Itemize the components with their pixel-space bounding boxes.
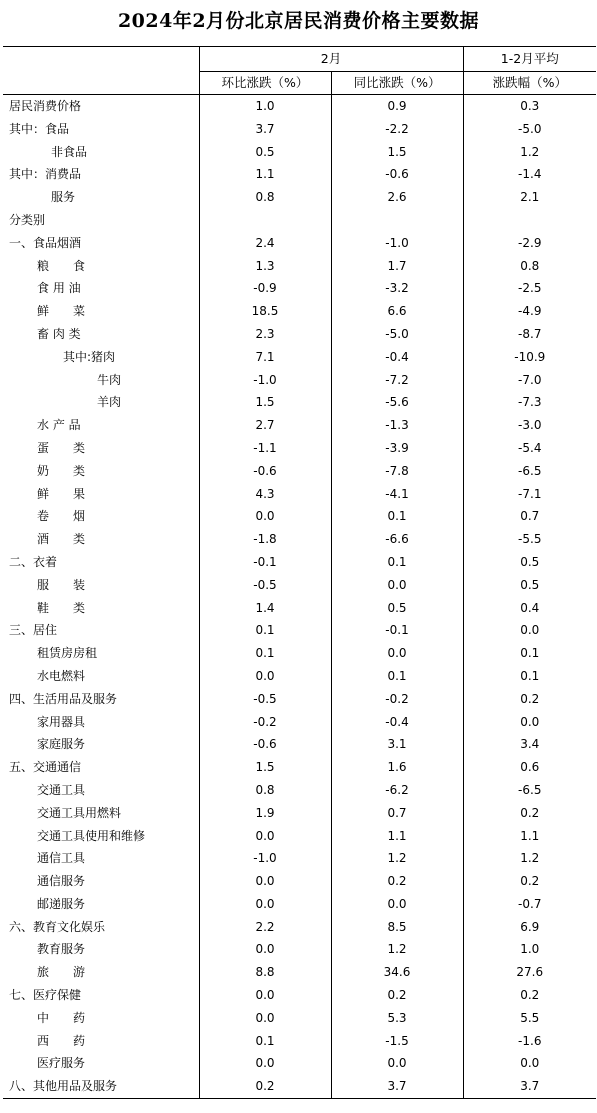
row-label: 四、生活用品及服务 (9, 691, 118, 706)
cell-avg: 0.2 (463, 984, 596, 1007)
cell-yoy: -1.0 (331, 232, 463, 255)
cell-yoy: -0.2 (331, 688, 463, 711)
row-label: 家庭服务 (37, 737, 86, 752)
table-row (3, 437, 596, 460)
row-label: 粮 食 (37, 258, 86, 273)
cell-yoy: -7.8 (331, 460, 463, 483)
cell-yoy: 1.1 (331, 825, 463, 848)
cell-avg: -0.7 (463, 893, 596, 916)
table-row (3, 1075, 596, 1098)
row-label: 鲜 果 (37, 486, 86, 501)
table-row (3, 574, 596, 597)
cell-yoy: 0.9 (331, 95, 463, 118)
cell-avg: -5.4 (463, 437, 596, 460)
cell-avg: -5.0 (463, 118, 596, 141)
cell-avg: -6.5 (463, 460, 596, 483)
cell-mom: -0.1 (199, 551, 331, 574)
cell-mom: 0.0 (199, 665, 331, 688)
cell-yoy: -0.1 (331, 619, 463, 642)
row-label: 中 药 (37, 1010, 86, 1025)
cell-mom: 0.0 (199, 938, 331, 961)
table-row (3, 688, 596, 711)
cell-yoy: -2.2 (331, 118, 463, 141)
cell-mom: -0.2 (199, 711, 331, 734)
row-label: 租赁房房租 (37, 646, 98, 661)
cell-mom (199, 209, 331, 232)
row-label: 服 装 (37, 577, 86, 592)
cell-avg: 0.7 (463, 505, 596, 528)
cell-yoy: 0.0 (331, 642, 463, 665)
cell-yoy: 3.1 (331, 733, 463, 756)
row-label: 六、教育文化娱乐 (9, 919, 106, 934)
table-row (3, 597, 596, 620)
cell-yoy: 8.5 (331, 916, 463, 939)
cell-avg: 0.4 (463, 597, 596, 620)
cell-mom: 1.4 (199, 597, 331, 620)
cell-avg: 1.2 (463, 141, 596, 164)
cell-avg: 3.4 (463, 733, 596, 756)
cell-mom: 0.0 (199, 505, 331, 528)
cell-yoy: 0.1 (331, 665, 463, 688)
cell-avg: -7.1 (463, 483, 596, 506)
cell-mom: -1.8 (199, 528, 331, 551)
cell-avg: 0.0 (463, 711, 596, 734)
cell-yoy: 0.2 (331, 984, 463, 1007)
row-label: 其中：食品 (9, 121, 70, 136)
cell-yoy: 3.7 (331, 1075, 463, 1098)
row-label: 一、食品烟酒 (9, 235, 82, 250)
cell-yoy (331, 209, 463, 232)
table-row (3, 1007, 596, 1030)
table-row (3, 232, 596, 255)
row-label: 交通工具 (37, 782, 86, 797)
table-row (3, 391, 596, 414)
cell-mom: 0.0 (199, 893, 331, 916)
cell-mom: 8.8 (199, 961, 331, 984)
cell-yoy: 0.2 (331, 870, 463, 893)
cell-avg: 0.6 (463, 756, 596, 779)
header-blank-2 (3, 72, 199, 95)
cell-yoy: 6.6 (331, 300, 463, 323)
row-label: 西 药 (37, 1033, 86, 1048)
cell-yoy: -0.6 (331, 163, 463, 186)
cell-mom: 1.5 (199, 756, 331, 779)
row-label: 五、交通通信 (9, 760, 82, 775)
header-avg: 涨跌幅（%） (463, 72, 596, 95)
table-row (3, 893, 596, 916)
row-label: 鲜 菜 (37, 304, 86, 319)
cell-yoy: 0.0 (331, 893, 463, 916)
table-row (3, 779, 596, 802)
cell-avg: 1.1 (463, 825, 596, 848)
cell-yoy: 0.5 (331, 597, 463, 620)
cell-mom: 2.3 (199, 323, 331, 346)
row-label: 其中:猪肉 (63, 349, 116, 364)
cell-yoy: -0.4 (331, 711, 463, 734)
cell-yoy: 0.0 (331, 574, 463, 597)
cell-avg: 0.1 (463, 665, 596, 688)
table-row (3, 118, 596, 141)
row-label: 酒 类 (37, 532, 86, 547)
cell-mom: 4.3 (199, 483, 331, 506)
row-label: 蛋 类 (37, 440, 86, 455)
cell-mom: 0.0 (199, 870, 331, 893)
cell-mom: 0.0 (199, 1007, 331, 1030)
cell-mom: -1.0 (199, 847, 331, 870)
row-label: 七、医疗保健 (9, 988, 82, 1003)
cell-mom: 0.8 (199, 186, 331, 209)
cell-mom: 2.4 (199, 232, 331, 255)
cell-yoy: -0.4 (331, 346, 463, 369)
cell-avg: -8.7 (463, 323, 596, 346)
table-row (3, 95, 596, 118)
cell-avg: 0.2 (463, 802, 596, 825)
table-row (3, 460, 596, 483)
cell-avg: -10.9 (463, 346, 596, 369)
row-label: 邮递服务 (37, 896, 86, 911)
cpi-table (3, 46, 596, 1099)
cell-avg: 0.5 (463, 574, 596, 597)
header-group-avg: 1-2月平均 (463, 47, 596, 72)
table-row (3, 369, 596, 392)
cell-avg: 0.5 (463, 551, 596, 574)
row-label: 羊肉 (97, 395, 122, 410)
row-label: 服务 (51, 190, 76, 205)
cell-avg: -6.5 (463, 779, 596, 802)
cell-yoy: -5.0 (331, 323, 463, 346)
cell-mom: 0.0 (199, 825, 331, 848)
cell-mom: 0.1 (199, 1030, 331, 1053)
cell-mom: 7.1 (199, 346, 331, 369)
cell-mom: 0.0 (199, 1052, 331, 1075)
table-row (3, 209, 596, 232)
cell-avg: -7.0 (463, 369, 596, 392)
cell-yoy: 1.2 (331, 847, 463, 870)
cell-mom: -0.6 (199, 733, 331, 756)
table-row (3, 1030, 596, 1053)
cell-avg: 0.3 (463, 95, 596, 118)
table-row (3, 323, 596, 346)
row-label: 分类别 (9, 212, 46, 227)
table-row (3, 642, 596, 665)
cell-yoy: 1.7 (331, 255, 463, 278)
cell-mom: 0.1 (199, 619, 331, 642)
table-row (3, 186, 596, 209)
table-row (3, 984, 596, 1007)
cell-avg: 1.0 (463, 938, 596, 961)
table-row (3, 711, 596, 734)
table-row (3, 802, 596, 825)
cell-yoy: 0.1 (331, 505, 463, 528)
cell-avg: 5.5 (463, 1007, 596, 1030)
cell-avg: -5.5 (463, 528, 596, 551)
cell-mom: 0.0 (199, 984, 331, 1007)
table-row (3, 665, 596, 688)
cell-avg: -2.5 (463, 277, 596, 300)
cell-yoy: 0.1 (331, 551, 463, 574)
row-label: 家用器具 (37, 714, 86, 729)
cell-yoy: 0.0 (331, 1052, 463, 1075)
table-row (3, 938, 596, 961)
row-label: 交通工具使用和维修 (37, 828, 146, 843)
cell-mom: -1.1 (199, 437, 331, 460)
table-row (3, 916, 596, 939)
cell-yoy: -3.9 (331, 437, 463, 460)
cell-yoy: 34.6 (331, 961, 463, 984)
header-group-feb: 2月 (199, 47, 463, 72)
cell-yoy: 0.7 (331, 802, 463, 825)
table-row (3, 733, 596, 756)
table-row (3, 961, 596, 984)
cell-avg: -1.6 (463, 1030, 596, 1053)
table-row (3, 825, 596, 848)
cell-yoy: 2.6 (331, 186, 463, 209)
table-row (3, 756, 596, 779)
table-row (3, 483, 596, 506)
cell-avg: 6.9 (463, 916, 596, 939)
table-row (3, 619, 596, 642)
cell-mom: -0.5 (199, 688, 331, 711)
row-label: 畜 肉 类 (37, 326, 81, 341)
cell-mom: 2.2 (199, 916, 331, 939)
cell-mom: 3.7 (199, 118, 331, 141)
row-label: 通信服务 (37, 874, 86, 889)
cell-mom: 18.5 (199, 300, 331, 323)
cell-mom: 1.1 (199, 163, 331, 186)
cell-avg: 0.8 (463, 255, 596, 278)
cell-avg (463, 209, 596, 232)
cell-avg: -2.9 (463, 232, 596, 255)
table-body (3, 95, 596, 1099)
cell-avg: 27.6 (463, 961, 596, 984)
cell-mom: 1.5 (199, 391, 331, 414)
cell-yoy: -7.2 (331, 369, 463, 392)
page-title: 2024年2月份北京居民消费价格主要数据 (117, 10, 480, 32)
table-row (3, 346, 596, 369)
cell-mom: -0.9 (199, 277, 331, 300)
header-mom: 环比涨跌（%） (199, 72, 331, 95)
cell-avg: 0.1 (463, 642, 596, 665)
header-blank (3, 47, 199, 72)
cell-mom: 2.7 (199, 414, 331, 437)
cell-mom: 1.0 (199, 95, 331, 118)
cell-mom: 0.5 (199, 141, 331, 164)
row-label: 交通工具用燃料 (37, 805, 122, 820)
cell-avg: 0.2 (463, 688, 596, 711)
row-label: 三、居住 (9, 623, 58, 638)
table-row (3, 505, 596, 528)
cell-avg: 0.0 (463, 1052, 596, 1075)
row-label: 鞋 类 (37, 600, 86, 615)
table-row (3, 870, 596, 893)
cell-mom: 0.8 (199, 779, 331, 802)
cell-yoy: 5.3 (331, 1007, 463, 1030)
cell-yoy: 1.2 (331, 938, 463, 961)
row-label: 奶 类 (37, 463, 86, 478)
cell-mom: 0.1 (199, 642, 331, 665)
row-label: 水电燃料 (37, 668, 86, 683)
row-label: 通信工具 (37, 851, 86, 866)
cell-yoy: -1.3 (331, 414, 463, 437)
row-label: 医疗服务 (37, 1056, 86, 1071)
table-row (3, 255, 596, 278)
header-yoy: 同比涨跌（%） (331, 72, 463, 95)
table-row (3, 277, 596, 300)
row-label: 旅 游 (37, 965, 86, 980)
row-label: 水 产 品 (37, 418, 81, 433)
cell-yoy: -6.2 (331, 779, 463, 802)
cell-avg: 2.1 (463, 186, 596, 209)
cell-mom: -0.5 (199, 574, 331, 597)
cell-yoy: 1.5 (331, 141, 463, 164)
cell-avg: 3.7 (463, 1075, 596, 1098)
cell-yoy: 1.6 (331, 756, 463, 779)
table-row (3, 300, 596, 323)
table-row (3, 1052, 596, 1075)
table-row (3, 141, 596, 164)
cell-mom: -1.0 (199, 369, 331, 392)
row-label: 其中：消费品 (9, 167, 82, 182)
row-label: 牛肉 (97, 372, 122, 387)
cell-avg: -1.4 (463, 163, 596, 186)
row-label: 非食品 (51, 144, 88, 159)
cell-yoy: -1.5 (331, 1030, 463, 1053)
table-row (3, 163, 596, 186)
cell-mom: 1.3 (199, 255, 331, 278)
row-label: 二、衣着 (9, 554, 58, 569)
cell-yoy: -6.6 (331, 528, 463, 551)
row-label: 卷 烟 (37, 509, 86, 524)
cell-avg: 1.2 (463, 847, 596, 870)
row-label: 八、其他用品及服务 (3, 1075, 199, 1098)
table-row (3, 414, 596, 437)
cell-avg: -7.3 (463, 391, 596, 414)
cell-avg: 0.2 (463, 870, 596, 893)
cell-mom: 1.9 (199, 802, 331, 825)
cell-mom: -0.6 (199, 460, 331, 483)
cell-avg: 0.0 (463, 619, 596, 642)
cell-yoy: -5.6 (331, 391, 463, 414)
table-row (3, 551, 596, 574)
cell-yoy: -3.2 (331, 277, 463, 300)
table-row (3, 528, 596, 551)
cell-avg: -3.0 (463, 414, 596, 437)
row-label: 居民消费价格 (9, 99, 82, 113)
table-row (3, 847, 596, 870)
cell-mom: 0.2 (199, 1075, 331, 1098)
cell-avg: -4.9 (463, 300, 596, 323)
row-label: 食 用 油 (37, 281, 81, 296)
cell-yoy: -4.1 (331, 483, 463, 506)
row-label: 教育服务 (37, 942, 86, 957)
